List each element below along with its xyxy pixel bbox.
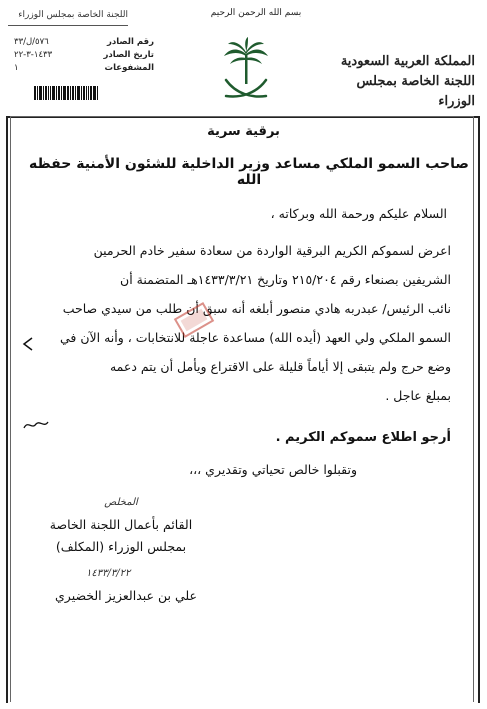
- signature-date: ١٤٣٣/٣/٢٢: [86, 568, 131, 579]
- request-line: أرجو اطلاع سموكم الكريم .: [275, 430, 451, 445]
- classification-heading: برقية سرية: [207, 124, 280, 139]
- body-line: اعرض لسموكم الكريم البرقية الواردة من سعادة سفير خادم الحرمين: [93, 243, 451, 258]
- body-line: نائب الرئيس/ عبدربه هادي منصور أبلغه أنه سبق أن طلب من سيدي صاحب: [62, 301, 451, 316]
- ref-label: المشفوعات: [104, 63, 154, 73]
- kingdom-name: المملكة العربية السعودية: [340, 54, 475, 69]
- government-title: [325, 52, 475, 112]
- ref-value: ٥٧٦/ل/٣٣: [14, 37, 49, 47]
- addressee-line: صاحب السمو الملكي مساعد وزير الداخلية للشئون الأمنية حفظه الله: [29, 156, 469, 188]
- greeting-line: السلام عليكم ورحمة الله وبركاته ،: [270, 206, 447, 221]
- ref-value: ١٤٣٣-٣-٢٢: [14, 50, 53, 60]
- barcode-icon: [34, 86, 114, 100]
- signature-block: [36, 492, 206, 558]
- ref-value: ١: [14, 63, 19, 73]
- reference-box: [14, 36, 154, 84]
- ref-row: [14, 62, 154, 75]
- body-line: بمبلغ عاجل .: [385, 388, 451, 403]
- body-line: وضع حرج ولم يتبقى إلا أياماً قليلة على الاقتراع ويأمل أن يتم دعمه: [109, 359, 451, 374]
- committee-header-text: اللجنة الخاصة بمجلس الوزراء: [18, 10, 128, 20]
- basmala: بسم الله الرحمن الرحيم: [210, 8, 302, 18]
- ref-row: [14, 36, 154, 49]
- letter-body: [21, 236, 451, 410]
- committee-header-label: [8, 10, 128, 30]
- body-line: الشريفين بصنعاء رقم ٢١٥/٢٠٤ وتاريخ ١٤٣٣/٣/٢١هـ المتضمنة أن: [120, 272, 451, 287]
- header-underline: [8, 24, 128, 26]
- ref-label: تاريخ الصادر: [103, 50, 154, 60]
- ref-row: [14, 49, 154, 62]
- body-line: السمو الملكي ولي العهد (أيده الله) مساعدة عاجلة للانتخابات ، وأنه الآن في: [59, 330, 451, 345]
- ref-label: رقم الصادر: [106, 37, 154, 47]
- closing-line: وتقبلوا خالص تحياتي وتقديري ،،،: [189, 462, 357, 477]
- signatory-title: القائم بأعمال اللجنة الخاصة: [49, 517, 193, 532]
- palm-swords-emblem-icon: [222, 36, 270, 106]
- committee-name: اللجنة الخاصة بمجلس الوزراء: [356, 74, 475, 109]
- signatory-name: علي بن عبدالعزيز الخضيري: [55, 588, 197, 603]
- margin-bracket-icon: [20, 336, 36, 352]
- handwritten-valediction: المخلص: [104, 497, 138, 508]
- signatory-title: بمجلس الوزراء (المكلف): [55, 539, 187, 554]
